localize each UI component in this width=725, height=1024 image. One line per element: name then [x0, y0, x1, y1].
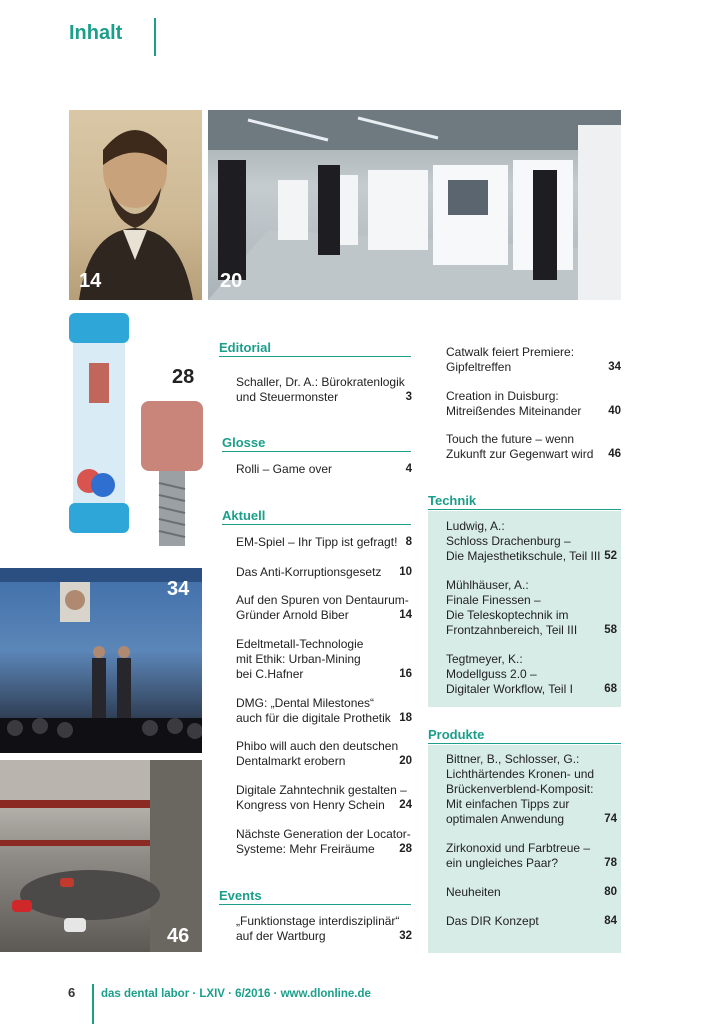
toc-entry-title-line: Touch the future – wenn: [446, 432, 575, 446]
section-heading-produkte: Produkte: [428, 727, 621, 744]
toc-entry-title-line: Phibo will auch den deutschen: [236, 739, 399, 753]
photo-page-number: 28: [172, 366, 195, 388]
section-heading-events: Events: [219, 888, 411, 905]
toc-entry-title-line: Schloss Drachenburg –: [446, 534, 571, 548]
toc-entry-title-line: Rolli – Game over: [236, 462, 333, 476]
toc-entry-title-line: Finale Finessen –: [446, 593, 541, 607]
toc-entry[interactable]: [236, 696, 412, 726]
toc-entry[interactable]: [236, 462, 412, 477]
toc-entry-title-line: Schaller, Dr. A.: Bürokratenlogik: [236, 375, 405, 389]
toc-entry[interactable]: [446, 652, 617, 697]
locator-photo: [69, 313, 209, 553]
toc-entry[interactable]: [446, 914, 617, 929]
toc-entry-title-line: Mühlhäuser, A.:: [446, 578, 529, 592]
toc-entry-title-line: Das Anti-Korruptionsgesetz: [236, 565, 382, 579]
toc-entry[interactable]: [236, 535, 412, 550]
photo-page-number: 20: [220, 270, 243, 292]
toc-entry-title-line: Das DIR Konzept: [446, 914, 539, 928]
section-heading-editorial: Editorial: [219, 340, 411, 357]
toc-entry[interactable]: [446, 578, 617, 638]
toc-entry[interactable]: [236, 565, 412, 580]
toc-entry-title-line: bei C.Hafner: [236, 667, 304, 681]
toc-entry-title-line: optimalen Anwendung: [446, 812, 565, 826]
toc-entry-title-line: Kongress von Henry Schein: [236, 798, 385, 812]
toc-entry[interactable]: [236, 637, 412, 682]
toc-entry-title-line: Nächste Generation der Locator-: [236, 827, 411, 841]
toc-entry-title-line: Gipfeltreffen: [446, 360, 512, 374]
toc-entry-page: 10: [399, 566, 412, 578]
toc-entry-title-line: Edeltmetall-Technologie: [236, 637, 364, 651]
toc-entry-title-line: „Funktionstage interdisziplinär“: [236, 914, 400, 928]
footer-publication-info: das dental labor · LXIV · 6/2016 · www.dlonline.de: [101, 988, 371, 1000]
photo-page-number: 34: [167, 578, 190, 600]
title-divider: [154, 18, 156, 56]
section-heading-aktuell: Aktuell: [222, 508, 411, 525]
toc-entry-title-line: DMG: „Dental Milestones“: [236, 696, 375, 710]
factory-illustration: [208, 110, 621, 300]
toc-entry[interactable]: [236, 739, 412, 769]
toc-entry-title-line: Systeme: Mehr Freiräume: [236, 842, 375, 856]
toc-entry-page: 4: [405, 463, 412, 475]
toc-entry-title-line: Zirkonoxid und Farbtreue –: [446, 841, 591, 855]
toc-entry-page: 34: [608, 361, 621, 373]
toc-entry-title-line: Lichthärtendes Kronen- und: [446, 767, 595, 781]
toc-entry-page: 58: [604, 624, 617, 636]
toc-entry[interactable]: [236, 827, 412, 857]
toc-entry-title-line: Auf den Spuren von Dentaurum-: [236, 593, 409, 607]
photo-page-number: 14: [79, 270, 102, 292]
toc-entry[interactable]: [236, 593, 412, 623]
portrait-photo: [69, 110, 202, 300]
hall-illustration: [0, 760, 202, 952]
toc-entry-title-line: EM-Spiel – Ihr Tipp ist gefragt!: [236, 535, 398, 549]
toc-entry-title-line: Gründer Arnold Biber: [236, 608, 349, 622]
section-heading-glosse: Glosse: [222, 435, 411, 452]
toc-entry[interactable]: [236, 914, 412, 944]
toc-entry-page: 24: [399, 799, 412, 811]
toc-entry-page: 14: [399, 609, 412, 621]
toc-entry-title-line: Zukunft zur Gegenwart wird: [446, 447, 594, 461]
toc-entry-page: 8: [405, 536, 412, 548]
toc-entry-title-line: Creation in Duisburg:: [446, 389, 559, 403]
toc-entry-page: 68: [604, 683, 617, 695]
toc-entry-title-line: Mitreißendes Miteinander: [446, 404, 582, 418]
photo-page-number: 46: [167, 925, 190, 947]
toc-entry[interactable]: [446, 841, 617, 871]
toc-entry-page: 52: [604, 550, 617, 562]
toc-entry-title-line: Catwalk feiert Premiere:: [446, 345, 575, 359]
toc-entry-title-line: Die Majesthetikschule, Teil III: [446, 549, 601, 563]
toc-entry-page: 20: [399, 755, 412, 767]
footer-page-number: 6: [68, 985, 76, 1000]
page-title: Inhalt: [69, 22, 123, 44]
toc-entry-page: 16: [399, 668, 412, 680]
toc-entry[interactable]: [446, 752, 617, 827]
toc-entry-title-line: Tegtmeyer, K.:: [446, 652, 523, 666]
toc-entry-title-line: Bittner, B., Schlosser, G.:: [446, 752, 580, 766]
toc-entry[interactable]: [236, 783, 412, 813]
toc-entry[interactable]: [446, 389, 621, 419]
toc-entry-title-line: Modellguss 2.0 –: [446, 667, 537, 681]
toc-entry-title-line: Dentalmarkt erobern: [236, 754, 346, 768]
toc-entry-title-line: Digitale Zahntechnik gestalten –: [236, 783, 407, 797]
toc-entry-title-line: Brückenverblend-Komposit:: [446, 782, 594, 796]
section-heading-technik: Technik: [428, 493, 621, 510]
toc-entry-title-line: Ludwig, A.:: [446, 519, 505, 533]
locator-illustration: [69, 313, 209, 553]
toc-entry-page: 46: [608, 448, 621, 460]
toc-entry-page: 78: [604, 857, 617, 869]
toc-entry-title-line: Digitaler Workflow, Teil I: [446, 682, 573, 696]
toc-entry-page: 3: [405, 391, 412, 403]
stage-photo: [0, 568, 202, 753]
toc-entry-title-line: Neuheiten: [446, 885, 501, 899]
hall-photo: [0, 760, 202, 952]
toc-entry[interactable]: [446, 432, 621, 462]
toc-entry-page: 40: [608, 405, 621, 417]
toc-entry[interactable]: [446, 345, 621, 375]
toc-entry-title-line: auf der Wartburg: [236, 929, 326, 943]
toc-entry-title-line: ein ungleiches Paar?: [446, 856, 559, 870]
toc-entry-page: 80: [604, 886, 617, 898]
toc-entry[interactable]: [236, 375, 412, 405]
toc-entry-title-line: mit Ethik: Urban-Mining: [236, 652, 361, 666]
toc-entry-page: 28: [399, 843, 412, 855]
toc-entry-page: 84: [604, 915, 617, 927]
toc-entry[interactable]: [446, 885, 617, 900]
toc-entry-page: 32: [399, 930, 412, 942]
factory-photo: [208, 110, 621, 300]
toc-entry-page: 74: [604, 813, 617, 825]
toc-entry-title-line: Die Teleskoptechnik im: [446, 608, 569, 622]
toc-entry-page: 18: [399, 712, 412, 724]
toc-entry-title-line: Frontzahnbereich, Teil III: [446, 623, 578, 637]
toc-entry-title-line: und Steuermonster: [236, 390, 339, 404]
toc-entry-title-line: auch für die digitale Prothetik: [236, 711, 391, 725]
toc-entry-title-line: Mit einfachen Tipps zur: [446, 797, 570, 811]
toc-entry[interactable]: [446, 519, 617, 564]
footer-divider: [92, 984, 94, 1024]
